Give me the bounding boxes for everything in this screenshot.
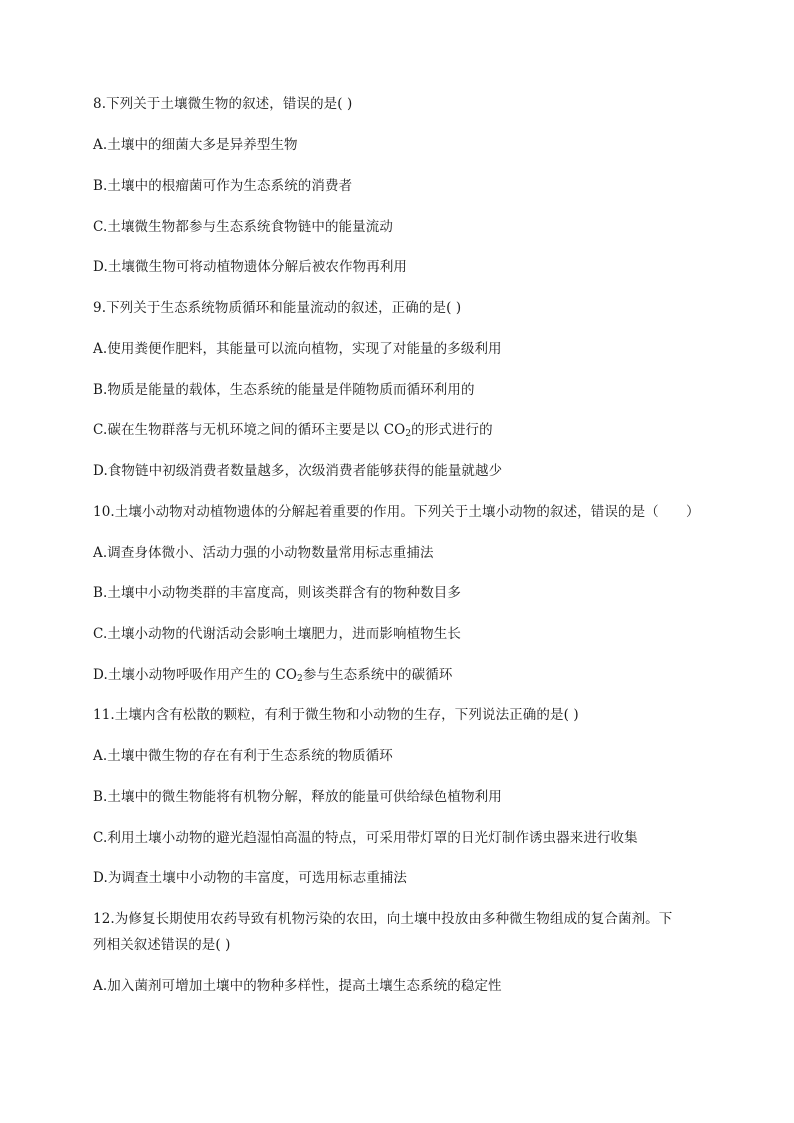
question-11-option-c: C.利用土壤小动物的避光趋湿怕高温的特点，可采用带灯罩的日光灯制作诱虫器来进行收集: [93, 830, 638, 846]
option-text-pre: C.碳在生物群落与无机环境之间的循环主要是以 CO: [93, 422, 406, 438]
question-8-option-c: C.土壤微生物都参与生态系统食物链中的能量流动: [93, 219, 393, 235]
question-8-option-d: D.土壤微生物可将动植物遗体分解后被农作物再利用: [93, 259, 408, 275]
question-11-option-d: D.为调查土壤中小动物的丰富度，可选用标志重捕法: [93, 870, 408, 886]
question-9-option-c: [93, 420, 734, 440]
question-9-stem: 9.下列关于生态系统物质循环和能量流动的叙述，正确的是( ): [93, 300, 462, 316]
question-9-option-b: B.物质是能量的载体，生态系统的能量是伴随物质而循环利用的: [93, 382, 475, 398]
question-10-option-b: B.土壤中小动物类群的丰富度高，则该类群含有的物种数目多: [93, 585, 462, 601]
question-9-option-d: D.食物链中初级消费者数量越多，次级消费者能够获得的能量就越少: [93, 463, 503, 479]
question-10-option-a: A.调查身体微小、活动力强的小动物数量常用标志重捕法: [93, 545, 434, 561]
option-text-post: 的形式进行的: [411, 422, 493, 438]
question-8-option-a: A.土壤中的细菌大多是异养型生物: [93, 137, 298, 153]
question-10-stem: 10.土壤小动物对动植物遗体的分解起着重要的作用。下列关于土壤小动物的叙述，错误的是（ ）: [93, 504, 700, 520]
option-text-pre: D.土壤小动物呼吸作用产生的 CO: [93, 667, 298, 683]
question-12-stem-line-2: 列相关叙述错误的是( ): [93, 937, 231, 953]
subscript-2: 2: [405, 429, 412, 439]
question-10-option-c: C.土壤小动物的代谢活动会影响土壤肥力，进而影响植物生长: [93, 626, 461, 642]
question-9-option-a: A.使用粪便作肥料，其能量可以流向植物，实现了对能量的多级利用: [93, 341, 502, 357]
question-8-option-b: B.土壤中的根瘤菌可作为生态系统的消费者: [93, 178, 353, 194]
question-11-option-b: B.土壤中的微生物能将有机物分解，释放的能量可供给绿色植物利用: [93, 789, 502, 805]
question-10-option-d: [93, 665, 734, 685]
question-8-stem: 8.下列关于土壤微生物的叙述，错误的是( ): [93, 96, 353, 112]
option-text-post: 参与生态系统中的碳循环: [302, 667, 453, 683]
question-11-stem: 11.土壤内含有松散的颗粒，有利于微生物和小动物的生存，下列说法正确的是( ): [93, 707, 579, 723]
subscript-2: 2: [297, 674, 303, 684]
question-12-stem-line-1: 12.为修复长期使用农药导致有机物污染的农田，向土壤中投放由多种微生物组成的复合菌剂。下: [93, 911, 673, 927]
question-12-option-a: A.加入菌剂可增加土壤中的物种多样性，提高土壤生态系统的稳定性: [93, 978, 502, 994]
question-11-option-a: A.土壤中微生物的存在有利于生态系统的物质循环: [93, 748, 393, 764]
